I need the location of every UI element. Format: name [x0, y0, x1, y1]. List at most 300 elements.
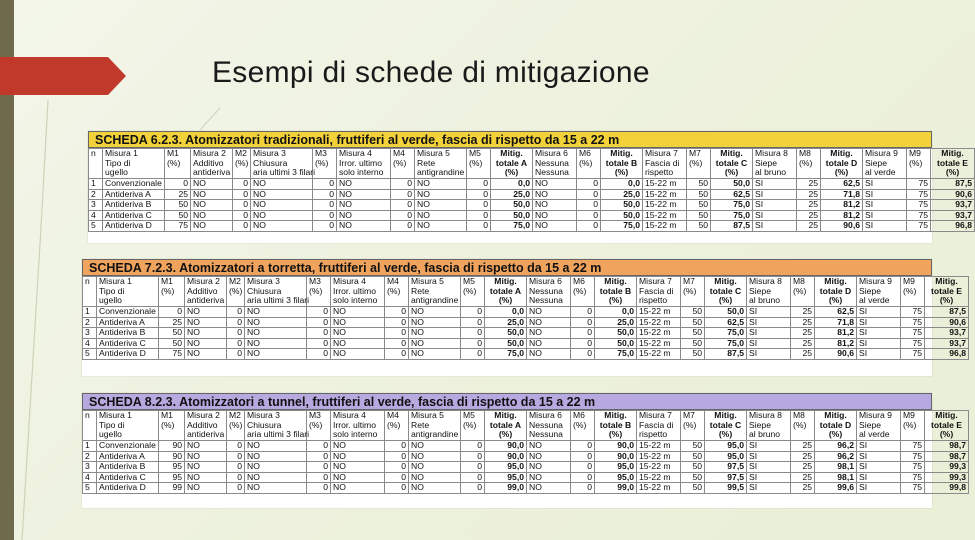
table-cell: Antideriva B — [97, 462, 159, 473]
scheda-panel-3 — [82, 393, 966, 508]
table-cell: 0 — [227, 472, 245, 483]
table-cell: SI — [747, 338, 791, 349]
table-cell: Antideriva C — [97, 472, 159, 483]
table-cell: NO — [245, 338, 307, 349]
table-cell: 0 — [461, 483, 485, 494]
table-cell: 50,0 — [705, 307, 747, 318]
table-cell: 90,6 — [815, 349, 857, 360]
table-cell: Convenzionale — [97, 307, 159, 318]
table-cell: 0 — [227, 483, 245, 494]
table-cell: 0 — [385, 349, 409, 360]
table-cell: 0,0 — [595, 307, 637, 318]
table-cell: 62,5 — [821, 179, 863, 190]
table-cell: 75 — [901, 472, 925, 483]
column-header: Mitig. totale D (%) — [821, 149, 863, 179]
table-cell: NO — [185, 307, 227, 318]
table-cell: 75 — [159, 349, 185, 360]
table-cell: 25 — [791, 338, 815, 349]
table-cell: 1 — [83, 307, 97, 318]
table-cell: 50 — [681, 472, 705, 483]
column-header: M9 (%) — [907, 149, 931, 179]
scheda-heading: SCHEDA 7.2.3. Atomizzatori a torretta, fruttiferi al verde, fascia di rispetto da 15 a 22 m — [82, 259, 932, 276]
table-cell: 0 — [571, 317, 595, 328]
table-cell: NO — [409, 317, 461, 328]
table-cell: 95,0 — [705, 451, 747, 462]
column-header: Misura 5 Rete antigrandine — [409, 411, 461, 441]
table-cell: 0 — [385, 328, 409, 339]
table-cell: NO — [191, 200, 233, 211]
table-cell: Antideriva B — [103, 200, 165, 211]
table-cell: 87,5 — [925, 307, 969, 318]
table-cell: 0 — [461, 338, 485, 349]
table-cell: NO — [337, 200, 391, 211]
column-header: Misura 3 Chiusura aria ultimi 3 filari — [251, 149, 313, 179]
table-cell: 75 — [901, 338, 925, 349]
table-cell: NO — [185, 328, 227, 339]
table-cell: 0 — [233, 200, 251, 211]
table-cell: 50 — [681, 451, 705, 462]
column-header: Mitig. totale C (%) — [705, 277, 747, 307]
table-cell: Antideriva A — [103, 189, 165, 200]
table-cell: 90,6 — [821, 221, 863, 232]
table-cell: 15-22 m — [643, 179, 687, 190]
column-header: M5 (%) — [461, 277, 485, 307]
column-header: M7 (%) — [681, 277, 705, 307]
red-arrow-shape — [0, 57, 126, 95]
column-header: Mitig. totale E (%) — [931, 149, 975, 179]
column-header: Misura 7 Fascia di rispetto — [643, 149, 687, 179]
table-cell: NO — [527, 462, 571, 473]
table-cell: 0 — [461, 451, 485, 462]
table-cell: 95,0 — [485, 472, 527, 483]
table-cell: 0 — [577, 221, 601, 232]
table-cell: 0 — [313, 200, 337, 211]
table-row — [89, 179, 975, 190]
table-cell: NO — [527, 349, 571, 360]
table-cell: SI — [863, 179, 907, 190]
table-cell: 75 — [165, 221, 191, 232]
table-cell: 0 — [571, 349, 595, 360]
table-row — [83, 483, 969, 494]
table-cell: 15-22 m — [643, 200, 687, 211]
table-cell: NO — [331, 349, 385, 360]
table-cell: 25 — [791, 307, 815, 318]
table-cell: NO — [527, 328, 571, 339]
table-cell: NO — [245, 472, 307, 483]
table-cell: 50,0 — [601, 200, 643, 211]
table-cell: 50 — [681, 441, 705, 452]
table-cell: 0 — [227, 462, 245, 473]
column-header: M1 (%) — [165, 149, 191, 179]
table-cell: 0 — [461, 462, 485, 473]
table-cell: NO — [185, 451, 227, 462]
table-cell: SI — [747, 317, 791, 328]
table-cell: 81,2 — [821, 210, 863, 221]
column-header: Misura 4 Irror. ultimo solo interno — [331, 277, 385, 307]
table-cell: NO — [245, 451, 307, 462]
table-cell: 96,8 — [925, 349, 969, 360]
table-cell: 75 — [907, 210, 931, 221]
column-header: M4 (%) — [385, 277, 409, 307]
table-cell: 0 — [307, 317, 331, 328]
table-cell: NO — [185, 317, 227, 328]
table-cell: 15-22 m — [643, 221, 687, 232]
table-cell: 1 — [89, 179, 103, 190]
table-cell: NO — [527, 483, 571, 494]
table-cell: 50 — [681, 462, 705, 473]
table-cell: 99,0 — [595, 483, 637, 494]
mitigation-table — [82, 276, 969, 360]
table-cell: 90,0 — [485, 441, 527, 452]
table-cell: SI — [753, 210, 797, 221]
table-cell: SI — [857, 338, 901, 349]
table-cell: 75 — [907, 189, 931, 200]
table-cell: 98,1 — [815, 462, 857, 473]
column-header: Mitig. totale B (%) — [601, 149, 643, 179]
table-cell: 15-22 m — [637, 483, 681, 494]
table-cell: 0 — [307, 338, 331, 349]
table-cell: NO — [533, 221, 577, 232]
table-cell: 3 — [83, 462, 97, 473]
table-row — [83, 317, 969, 328]
table-cell: SI — [857, 462, 901, 473]
table-cell: 0,0 — [485, 307, 527, 318]
table-cell: NO — [409, 462, 461, 473]
table-cell: 0 — [385, 451, 409, 462]
column-header: M9 (%) — [901, 411, 925, 441]
table-cell: 25 — [797, 210, 821, 221]
table-cell: NO — [337, 189, 391, 200]
table-cell: NO — [185, 483, 227, 494]
table-cell: 50 — [159, 338, 185, 349]
table-cell: SI — [857, 307, 901, 318]
table-cell: 50,0 — [595, 338, 637, 349]
table-cell: Antideriva D — [97, 483, 159, 494]
table-cell: 50 — [681, 328, 705, 339]
table-row — [83, 472, 969, 483]
table-cell: 50 — [681, 349, 705, 360]
column-header: Mitig. totale E (%) — [925, 411, 969, 441]
table-cell: 3 — [89, 200, 103, 211]
table-cell: 50 — [681, 483, 705, 494]
column-header: Misura 2 Additivo antideriva — [191, 149, 233, 179]
table-cell: 95 — [159, 462, 185, 473]
table-row — [83, 338, 969, 349]
table-cell: NO — [337, 221, 391, 232]
column-header: M1 (%) — [159, 411, 185, 441]
table-cell: 99,6 — [815, 483, 857, 494]
table-cell: 75,0 — [711, 210, 753, 221]
table-cell: 0 — [571, 462, 595, 473]
table-cell: 0 — [385, 483, 409, 494]
table-cell: 15-22 m — [643, 189, 687, 200]
table-cell: SI — [753, 189, 797, 200]
table-cell: 0 — [307, 328, 331, 339]
table-cell: NO — [185, 349, 227, 360]
table-cell: 95,0 — [595, 462, 637, 473]
table-cell: 87,5 — [931, 179, 975, 190]
column-header: Misura 7 Fascia di rispetto — [637, 277, 681, 307]
table-row — [89, 189, 975, 200]
table-cell: NO — [191, 189, 233, 200]
table-cell: 0 — [313, 179, 337, 190]
scheda-panel-2 — [82, 259, 966, 376]
table-cell: 87,5 — [711, 221, 753, 232]
table-cell: 50 — [681, 317, 705, 328]
table-cell: 90,6 — [925, 317, 969, 328]
table-cell: NO — [251, 179, 313, 190]
table-cell: NO — [337, 179, 391, 190]
table-cell: 75 — [901, 483, 925, 494]
table-cell: SI — [857, 328, 901, 339]
column-header: M6 (%) — [571, 411, 595, 441]
table-cell: SI — [747, 472, 791, 483]
table-cell: 50 — [681, 307, 705, 318]
table-row — [83, 349, 969, 360]
column-header: n — [89, 149, 103, 179]
table-cell: NO — [409, 328, 461, 339]
column-header: M1 (%) — [159, 277, 185, 307]
column-header: Misura 6 Nessuna Nessuna — [527, 411, 571, 441]
table-cell: 0 — [467, 200, 491, 211]
table-cell: 50 — [687, 221, 711, 232]
table-cell: 0 — [571, 338, 595, 349]
table-cell: 15-22 m — [637, 307, 681, 318]
table-cell: 0 — [307, 451, 331, 462]
column-header: M3 (%) — [307, 277, 331, 307]
table-cell: 25,0 — [601, 189, 643, 200]
column-header: Misura 9 Siepe al verde — [857, 277, 901, 307]
table-cell: 0 — [467, 189, 491, 200]
table-cell: 90 — [159, 441, 185, 452]
table-cell: NO — [331, 472, 385, 483]
table-cell: 0 — [467, 210, 491, 221]
table-cell: 25 — [791, 317, 815, 328]
column-header: Mitig. totale A (%) — [491, 149, 533, 179]
table-cell: 0 — [307, 349, 331, 360]
table-cell: 25 — [791, 472, 815, 483]
table-cell: NO — [245, 441, 307, 452]
table-cell: NO — [185, 472, 227, 483]
table-cell: 0 — [385, 472, 409, 483]
table-cell: 0 — [385, 338, 409, 349]
table-cell: 25 — [791, 462, 815, 473]
column-header: Mitig. totale E (%) — [925, 277, 969, 307]
table-cell: 50,0 — [491, 200, 533, 211]
column-header: M6 (%) — [571, 277, 595, 307]
table-cell: 93,7 — [925, 338, 969, 349]
table-row — [83, 307, 969, 318]
table-cell: NO — [409, 441, 461, 452]
table-cell: 0 — [233, 179, 251, 190]
table-cell: SI — [747, 328, 791, 339]
table-cell: NO — [191, 179, 233, 190]
table-row — [89, 210, 975, 221]
table-cell: 75 — [901, 441, 925, 452]
table-cell: 97,5 — [705, 462, 747, 473]
table-cell: 0 — [461, 472, 485, 483]
table-cell: 15-22 m — [637, 349, 681, 360]
table-cell: 96,2 — [815, 451, 857, 462]
column-header: Misura 4 Irror. ultimo solo interno — [331, 411, 385, 441]
table-cell: 15-22 m — [637, 338, 681, 349]
table-cell: SI — [863, 200, 907, 211]
table-cell: SI — [857, 317, 901, 328]
table-cell: NO — [409, 472, 461, 483]
table-cell: 93,7 — [931, 210, 975, 221]
mitigation-table — [88, 148, 975, 232]
table-cell: SI — [747, 441, 791, 452]
table-cell: 99,8 — [925, 483, 969, 494]
table-cell: 50,0 — [485, 328, 527, 339]
column-header: Misura 3 Chiusura aria ultimi 3 filari — [245, 411, 307, 441]
table-cell: 99 — [159, 483, 185, 494]
table-cell: 75 — [901, 317, 925, 328]
table-cell: NO — [415, 200, 467, 211]
column-header: Misura 6 Nessuna Nessuna — [527, 277, 571, 307]
column-header: Mitig. totale A (%) — [485, 277, 527, 307]
scheda-heading: SCHEDA 8.2.3. Atomizzatori a tunnel, fruttiferi al verde, fascia di rispetto da 15 a 22 m — [82, 393, 932, 410]
table-cell: 5 — [83, 349, 97, 360]
column-header: Misura 8 Siepe al bruno — [747, 411, 791, 441]
scheda-heading: SCHEDA 6.2.3. Atomizzatori tradizionali, fruttiferi al verde, fascia di rispetto da 15 a 22 m — [88, 131, 932, 148]
table-cell: 0 — [313, 210, 337, 221]
table-cell: SI — [753, 221, 797, 232]
column-header: Misura 4 Irror. ultimo solo interno — [337, 149, 391, 179]
table-cell: NO — [331, 338, 385, 349]
table-cell: NO — [409, 338, 461, 349]
column-header: Misura 6 Nessuna Nessuna — [533, 149, 577, 179]
table-cell: NO — [331, 462, 385, 473]
table-cell: NO — [527, 441, 571, 452]
table-cell: 75,0 — [595, 349, 637, 360]
table-cell: 0 — [461, 307, 485, 318]
table-cell: 50 — [681, 338, 705, 349]
table-cell: NO — [527, 307, 571, 318]
table-cell: 81,2 — [821, 200, 863, 211]
table-cell: 90,6 — [931, 189, 975, 200]
table-cell: 25 — [159, 317, 185, 328]
table-cell: 0 — [227, 317, 245, 328]
table-cell: 75 — [901, 462, 925, 473]
table-cell: 25 — [797, 221, 821, 232]
table-row — [89, 221, 975, 232]
column-header: Mitig. totale C (%) — [705, 411, 747, 441]
table-cell: 0 — [571, 472, 595, 483]
table-cell: NO — [245, 483, 307, 494]
table-cell: NO — [185, 441, 227, 452]
table-cell: 0 — [571, 441, 595, 452]
table-cell: 71,8 — [821, 189, 863, 200]
table-cell: NO — [191, 210, 233, 221]
scheda-panel-1 — [88, 131, 972, 243]
table-cell: 0 — [307, 441, 331, 452]
table-cell: 96,8 — [931, 221, 975, 232]
table-cell: 0 — [227, 441, 245, 452]
column-header: M2 (%) — [233, 149, 251, 179]
table-cell: 50 — [687, 189, 711, 200]
table-cell: 95,0 — [705, 441, 747, 452]
column-header: Misura 1 Tipo di ugello — [103, 149, 165, 179]
table-cell: 75 — [901, 349, 925, 360]
table-cell: 0 — [307, 307, 331, 318]
table-cell: 25 — [797, 189, 821, 200]
table-cell: 95,0 — [595, 472, 637, 483]
table-cell: 98,1 — [815, 472, 857, 483]
table-cell: 75,0 — [711, 200, 753, 211]
table-cell: 25 — [791, 441, 815, 452]
column-header: M8 (%) — [791, 277, 815, 307]
table-cell: 15-22 m — [643, 210, 687, 221]
slide-title: Esempi di schede di mitigazione — [212, 56, 650, 89]
table-cell: 0 — [307, 472, 331, 483]
table-cell: NO — [527, 338, 571, 349]
table-cell: NO — [191, 221, 233, 232]
table-cell: 75 — [901, 328, 925, 339]
column-header: M3 (%) — [307, 411, 331, 441]
table-cell: 97,5 — [705, 472, 747, 483]
table-cell: 0 — [577, 210, 601, 221]
table-cell: 50 — [687, 179, 711, 190]
table-cell: 4 — [83, 338, 97, 349]
table-cell: SI — [747, 349, 791, 360]
table-cell: 0 — [461, 441, 485, 452]
table-cell: NO — [409, 349, 461, 360]
table-cell: 50,0 — [601, 210, 643, 221]
table-cell: NO — [409, 451, 461, 462]
table-cell: 2 — [83, 451, 97, 462]
column-header: Mitig. totale A (%) — [485, 411, 527, 441]
table-cell: 50 — [165, 210, 191, 221]
table-cell: 3 — [83, 328, 97, 339]
table-cell: SI — [857, 483, 901, 494]
table-cell: 99,5 — [705, 483, 747, 494]
column-header: Misura 8 Siepe al bruno — [753, 149, 797, 179]
table-cell: 1 — [83, 441, 97, 452]
column-header: Misura 2 Additivo antideriva — [185, 411, 227, 441]
table-cell: NO — [251, 200, 313, 211]
table-cell: 0 — [577, 179, 601, 190]
table-cell: 0 — [307, 483, 331, 494]
table-cell: NO — [409, 483, 461, 494]
table-cell: NO — [533, 189, 577, 200]
column-header: n — [83, 411, 97, 441]
table-cell: 0 — [571, 307, 595, 318]
table-cell: 0 — [391, 189, 415, 200]
table-cell: 96,2 — [815, 441, 857, 452]
column-header: M2 (%) — [227, 411, 245, 441]
table-cell: 90,0 — [595, 441, 637, 452]
table-cell: 95 — [159, 472, 185, 483]
table-cell: 50,0 — [711, 179, 753, 190]
table-cell: 75,0 — [705, 338, 747, 349]
table-cell: 0 — [227, 349, 245, 360]
column-header: M8 (%) — [791, 411, 815, 441]
table-cell: 93,7 — [931, 200, 975, 211]
table-cell: 99,3 — [925, 462, 969, 473]
table-cell: SI — [747, 451, 791, 462]
table-cell: 15-22 m — [637, 451, 681, 462]
table-cell: 25 — [791, 328, 815, 339]
table-cell: 90 — [159, 451, 185, 462]
table-row — [83, 328, 969, 339]
table-cell: 75 — [901, 307, 925, 318]
table-cell: 75,0 — [705, 328, 747, 339]
column-header: M7 (%) — [687, 149, 711, 179]
table-cell: 0 — [391, 179, 415, 190]
table-cell: 0 — [385, 307, 409, 318]
table-cell: NO — [331, 317, 385, 328]
